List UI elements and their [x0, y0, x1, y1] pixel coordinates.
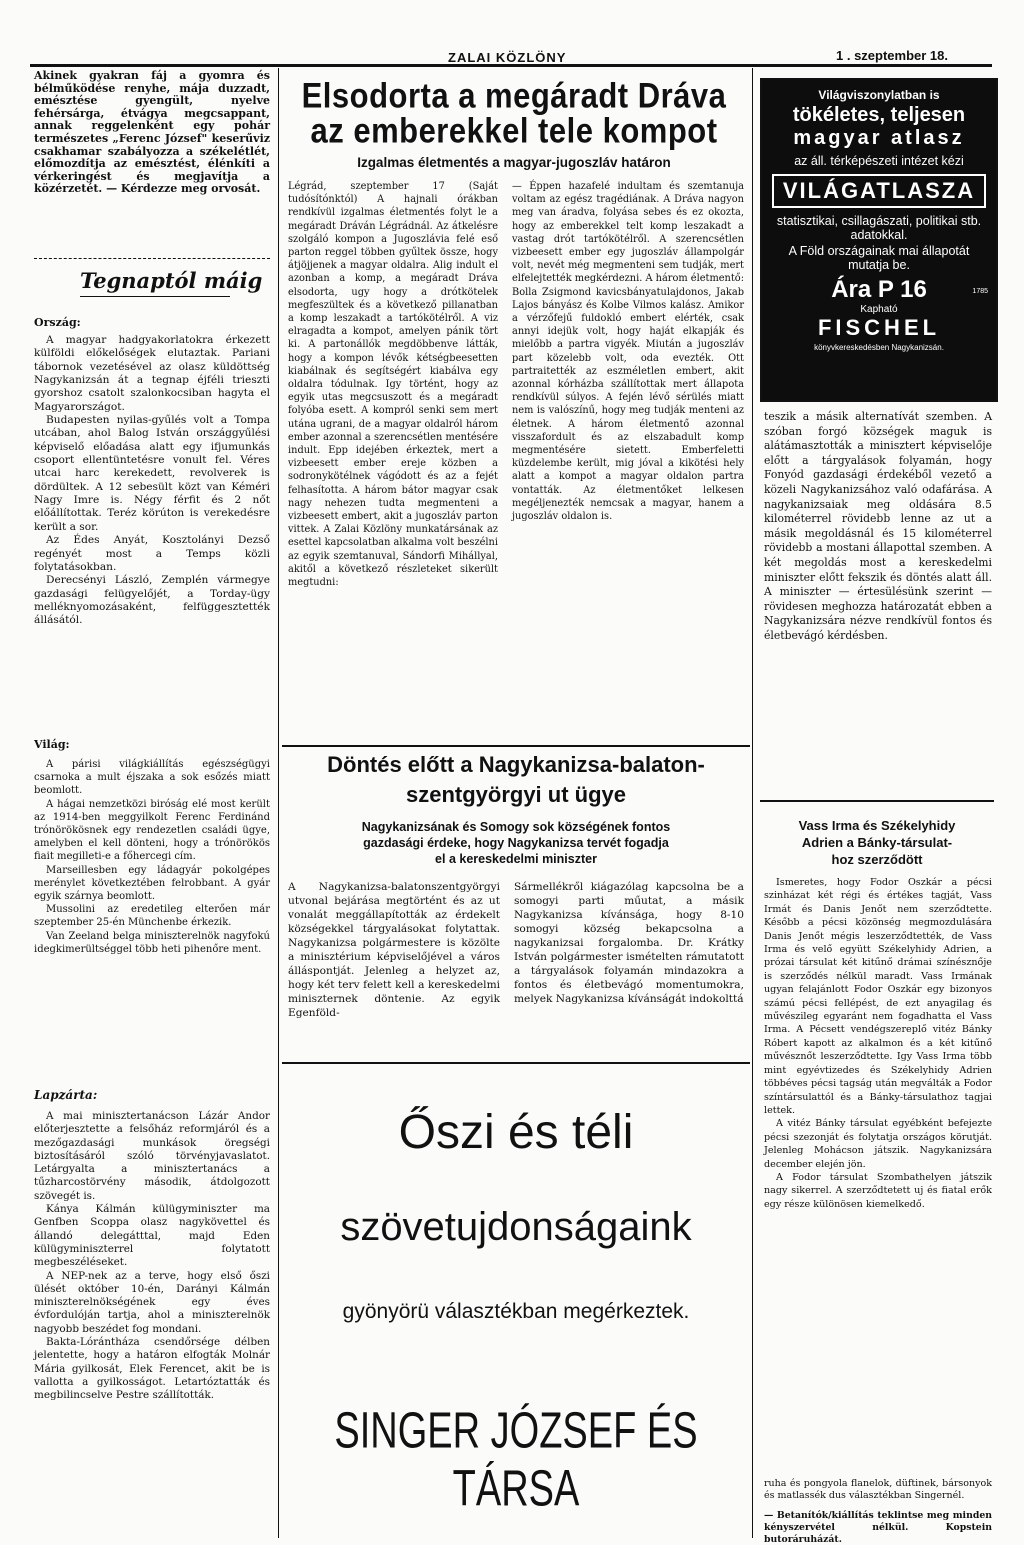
- orszag-para-3: Az Édes Anyát, Kosztolányi Dezső regényét most a Temps közli folytatásokban.: [34, 534, 270, 573]
- szoveg-ad-line-2: szövetujdonságaink: [340, 1205, 692, 1249]
- main-headline-2: az emberekkel tele kompot: [310, 110, 718, 151]
- vilag-para-1: A párisi világkiállítás egészségügyi csarnoka a mult éjszaka a sok esőzés miatt beomlott.: [34, 759, 270, 797]
- orszag-para-4: Derecsényi László, Zemplén vármegye gazdasági felügyelőjét, a Torday-ügy melléknyomozásaként, felfüggesztették állásától.: [34, 574, 270, 627]
- tegnaptol-underline: [80, 296, 230, 297]
- main-headline-1: Elsodorta a megáradt Dráva: [301, 75, 727, 116]
- lapzarta-para-2: Kánya Kálmán külügyminiszter ma Genfben Scoppa olasz nagykövettel és állandó delegátttal, majd Eden külügyminiszterrel folytatott megbeszéléseket.: [34, 1203, 270, 1269]
- szoveg-ad-line-1: Őszi és téli: [398, 1106, 634, 1159]
- atlas-footer: könyvkereskedésben Nagykanizsán.: [814, 343, 944, 352]
- main-bottom-rule: [282, 745, 750, 747]
- ad-separator: [34, 258, 270, 259]
- lapzarta-para-3: A NEP-nek az a terve, hogy első őszi ülését október 10-én, Darányi Kálmán miniszterelnökségének egy éves évfordulóján tartja, ahol a miniszterelnök nagyobb beszédet fog mondani.: [34, 1269, 270, 1335]
- vilagatlasz-ad: [760, 78, 998, 402]
- dontes-col-2: Sármellékről kiágazólag kapcsolna be a somogyi parti műutat, a másik Nagykanizsa kívánsága, hogy 8-10 somogyi község bekapcsolna a nagykanizsai forgalomba. Dr. Krátky István polgármester ismételten rámutatott a tárgyalások folyamán mindazokra a fontos és életbevágó momentumokra, melyek Nagykanizsa kívánságát indokolttá: [514, 881, 744, 1005]
- header-rule: [30, 64, 992, 67]
- divider-left: [278, 68, 279, 1538]
- vilag-para-3: Marseillesben egy ládagyár pokolgépes merénylet következtében felrobbant. A gyár egyik szárnya beomlott.: [34, 864, 270, 903]
- main-col-2: — Éppen hazafelé indultam és szemtanuja voltam az egész tragédiának. A Dráva nagyon meg van áradva, folyása sebes és ez okozta, hogy az emberekkel telt komp leszakadt a vastag drót tartókötélről. A szerencsétlen vizbeesett ember egy jugoszláv állampolgár volt, nevét még megmenteni sem tudják, mert elfelejtették megkérdezni. A három életmentő: Bolla Zsigmond kavicsbányatulajdonos, Jakab Lajos bányász és Kolbe Vilmos kalász. Amikor a vérzőfejű fuldokló embert elérték, csak annyi idejük volt, hogy haját elkapják és mielőbb a partra vigyék. Miután a jugoszláv part közelebb volt, oda evezték. Ott partraitették az eszméletlen embert, akit azonnal kórházba szállítottak mert állapota rendkívül súlyos. A fején lévő sérülés miatt nem is valószínű, hogy meg tudják menteni az életnek. A három életmentő azonnal visszafordult és az elszabadult komp megmentésére sietett. Emberfeletti küzdelembe került, mig jóval a kikötési hely alatt a kompot a magyar oldalon partra vontatták. Az életmentőket lelkesen megéljenezték nemcsak a magyar, hanem a jugoszláv oldalon is.: [512, 181, 744, 523]
- orszag-section: [34, 334, 270, 628]
- vilag-para-2: A hágai nemzetközi biróság elé most került az 1914-ben meggyilkolt Ferenc Ferdinánd trónörökösnek egy rendezetlen családi ügye, amelyben el kell dönteni, hogy a trónörökös fiait megilleti-e a főhercegi cím.: [34, 798, 270, 863]
- atlas-line-3: magyar atlasz: [793, 127, 965, 149]
- vass-para-2: A vitéz Bánky társulat egyébként befejezte pécsi szezonját és folytatja országos körutját. Jelenleg Mohácson játszik. Nagykanizsára december elején jön.: [764, 1118, 992, 1170]
- atlas-line-7: A Föld országainak mai állapotát mutatja be.: [788, 244, 970, 272]
- orszag-label: Ország:: [34, 316, 81, 329]
- szoveg-ad-line-3: gyönyörü választékban megérkeztek.: [342, 1300, 690, 1323]
- atlas-line-6: statisztikai, csillagászati, politikai stb. adatokkal.: [776, 214, 982, 242]
- vilag-section: [34, 758, 270, 956]
- atlas-price: Ára P 16: [831, 276, 927, 303]
- right-col-continuation: teszik a másik alternatívát szemben. A szóban forgó községek maguk is alátámasztották a minisztert képviselője előtt a tárgyalások folyamán, hogy Fonyód gazdasági érdekéből vezető a közeli Nagykanizsához való odafárása. A nagykanizsaiak meg oldására 8.5 kilométerrel rövidebb lenne az ut a másik megoldásnál és 15 kilométerrel rövidebb a mostani állapottal szemben. A két megoldás most a kereskedelmi miniszter előtt fekszik és döntés alatt áll. A miniszter — értesülésünk szerint — rövidesen meghozza határozatát ebben a Nagykanizsára nézve rendkívül fontos és életbevágó kérdésben.: [764, 410, 992, 642]
- vilag-para-4: Mussolini az eredetileg elterően már szeptember 25-én Münchenbe érkezik.: [34, 904, 270, 929]
- tegnaptol-title: Tegnaptól máig: [80, 268, 263, 293]
- atlas-seller: FISCHEL: [817, 315, 941, 340]
- dontes-headline-2: szentgyörgyi ut ügye: [405, 782, 627, 807]
- atlas-line-1: Világviszonylatban is: [818, 88, 940, 102]
- dontes-headline-1: Döntés előtt a Nagykanizsa-balaton-: [327, 752, 705, 777]
- dontes-sub-3: el a kereskedelmi miniszter: [435, 852, 597, 866]
- vass-headline-2: Adrien a Bánky-társulat-: [801, 835, 953, 850]
- orszag-para-2: Budapesten nyilas-gyűlés volt a Tompa utcában, ahol Balog István országgyűlési képviselő előadása alatt egy ifjumunkás csoport ellentüntetésre vonult fel. Véres utcai harc kerekedett, revolverek is dördültek. A 12 sebesült közt van Kéméri Nagy Imre is. Négy férfit és 2 nőt előállítottak. Teréz körúton is verekedésre került a sor.: [34, 414, 270, 533]
- divider-right: [752, 68, 753, 1538]
- main-subheadline: Izgalmas életmentés a magyar-jugoszláv határon: [357, 155, 671, 170]
- main-col-1: Légrád, szeptember 17 (Saját tudósítónktól) A hajnali órákban rendkívül izgalmas életmentés folyt le a megáradt Dráván Légrádnál. Az átkelésre szolgáló kompon a Jugoszlávia felé eső parton reggel többen gyűltek össze, hogy átjöjjenek a magyar oldalra. Alig indult el azonban a komp, a megáradt Dráva elsodorta, ugy hogy a drótkötelek megfeszültek és a következő pillanatban a komp leszakadt a tartókötélről. A viz elragadta a kompot, amelyen pánik tört ki. A partonállók megdöbbenve látták, hogy a kompon lévők kétségbeesetten kiabálnak és segítségért kiabálva egy oldalra tódulnak. Igy történt, hogy az egyik utas megcsuszott és a megáradt folyóba esett. A kompról senki sem mert utána ugrani, de a magyar oldalról három ember azonnal a szerencsétlen mentésére indult. Epp idejében érkeztek, mert a vizbeesett ember ereje közben a sodronykötélnek vágódott és az a fejét felhasította. A három bátor magyar csak nagy nehezen tudta megmenteni a vizbeesett embert, akit a jugoszláv parton vittek. A Zalai Közlöny munkatársának az esettel kapcsolatban alkalma volt beszélni az egyik szemtanuval, Sándorfi Mihállyal, akitől a következő részleteket sikerült megtudni:: [288, 181, 498, 589]
- singer-small-ad: ruha és pongyola flanelok, düftinek, bársonyok és matlassék dus választékban Singernél.: [764, 1478, 992, 1502]
- atlas-line-4: az áll. térképészeti intézet kézi: [794, 154, 964, 168]
- atlas-line-5: VILÁGATLASZA: [772, 174, 986, 208]
- ferenc-jozsef-ad: Akinek gyakran fáj a gyomra és bélműködése renyhe, mája duzzadt, emésztése gyengült, nyelve fehérsárga, étvágya megcsappant, annak reggelenként egy pohár természetes „Ferenc József" keserűviz csakhamar szabályozza a székelétlét, előmozdítja az emésztést, élénkíti a vérkeringést és megjavítja a közérzetét. — Kérdezze meg orvosát.: [34, 69, 270, 196]
- dontes-col-1: A Nagykanizsa-balatonszentgyörgyi utvonal bejárása megtörtént és az ut vonalát meggállapították az érdekelt községekkel tárgyalásokat folytattak. Nagykanizsa polgármestere is közölte a minisztérium képviselőjével a város álláspontját. Jelenleg a helyzet az, hogy két terv felett kell a kereskedelmi miniszternek döntenie. Az egyik Egenföld-: [288, 881, 500, 1019]
- vass-headline-3: hoz szerződött: [831, 852, 923, 867]
- vilag-label: Világ:: [34, 738, 70, 751]
- kopstein-small-ad: — Betanítók/kiállítás teklintse meg minden kényszervétel nélkül. Kopstein butoráruházát.: [764, 1510, 992, 1545]
- szoveg-ad-line-4: SINGER JÓZSEF ÉS TÁRSA: [334, 1402, 698, 1518]
- lapzarta-para-4: Bakta-Lórántháza csendőrsége délben jelentette, hogy a határon elfogták Molnár Mária gyilkosát, Elek Ferencet, akit be is vallotta a gyilkosságot. Letartóztatták és megbilincselve Pestre szállították.: [34, 1336, 270, 1402]
- orszag-para-1: A magyar hadgyakorlatokra érkezett külföldi előkelőségek elutaztak. Pariani tábornok vezetésével az olasz küldöttség Nagykanizsán át a tegnap éjféli trieszti gyorshoz csatolt szalonkocsiban hagyta el Magyarországot.: [34, 334, 270, 413]
- vass-para-3: A Fodor társulat Szombathelyen játszik nagy sikerrel. A szerződtetett uj és fiatal erők egy része különösen kiemelkedő.: [764, 1171, 992, 1210]
- paper-name: ZALAI KÖZLÖNY: [448, 50, 567, 65]
- lapzarta-section: [34, 1110, 270, 1403]
- lapzarta-para-1: A mai minisztertanácson Lázár Andor előterjesztette a felsőház reformjáról és a mezőgazdasági munkások öregségi biztosításáról szóló törvényjavaslatot. Letárgyalta a minisztertanács a tűzharcostörvény második, átdolgozott szövegét is.: [34, 1110, 270, 1202]
- issue-date: 1 . szeptember 18.: [836, 48, 948, 63]
- vass-headline-1: Vass Irma és Székelyhidy: [798, 818, 956, 833]
- right-mid-rule: [760, 800, 994, 802]
- atlas-ref: 1785: [972, 288, 988, 295]
- atlas-line-2: tökéletes, teljesen: [792, 104, 966, 126]
- vilag-para-5: Van Zeeland belga miniszterelnök nagyfokú idegkimerültséggel több heti pihenőre ment.: [34, 930, 270, 955]
- atlas-seller-label: Kapható: [860, 304, 898, 315]
- lapzarta-label: Lapzárta:: [34, 1088, 98, 1102]
- dontes-bottom-rule: [282, 1062, 750, 1064]
- vass-para-1: Ismeretes, hogy Fodor Oszkár a pécsi szinházat két régi és értékes tagját, Vass Irmát és Danis Jenőt nem szerződtette. Később a pécsi közönség megmozdulására Danis Jenőt mégis leszerződtették, de Vass Irma és velő együtt Székelyhidy Adrien, a prózai társulat két kitűnő drámai színésznője is szerződés nélkül maradt. Vass Irmának ugyan felajánlott Fodor Oszkár egy bizonyos számú pécsi fellépést, de ezt anyagilag és művészileg egyaránt nem fogadhatta el Vass Irma. A Pécsett vendégszereplő vitéz Bánky Róbert kapott az alkalmon és a két kitűnő művésznőt leszerződtette. Igy Vass Irma több mint egyévtizedes és Székelyhidy Adrien többéves pécsi tagság után megválták a Fodor színtársulattól és a Bánky-társulathoz tagjai lettek.: [764, 877, 992, 1116]
- dontes-sub-1: Nagykanizsának és Somogy sok községének fontos: [361, 820, 671, 834]
- vass-text: [764, 876, 992, 1211]
- dontes-sub-2: gazdasági érdeke, hogy Nagykanizsa tervét fogadja: [363, 836, 669, 850]
